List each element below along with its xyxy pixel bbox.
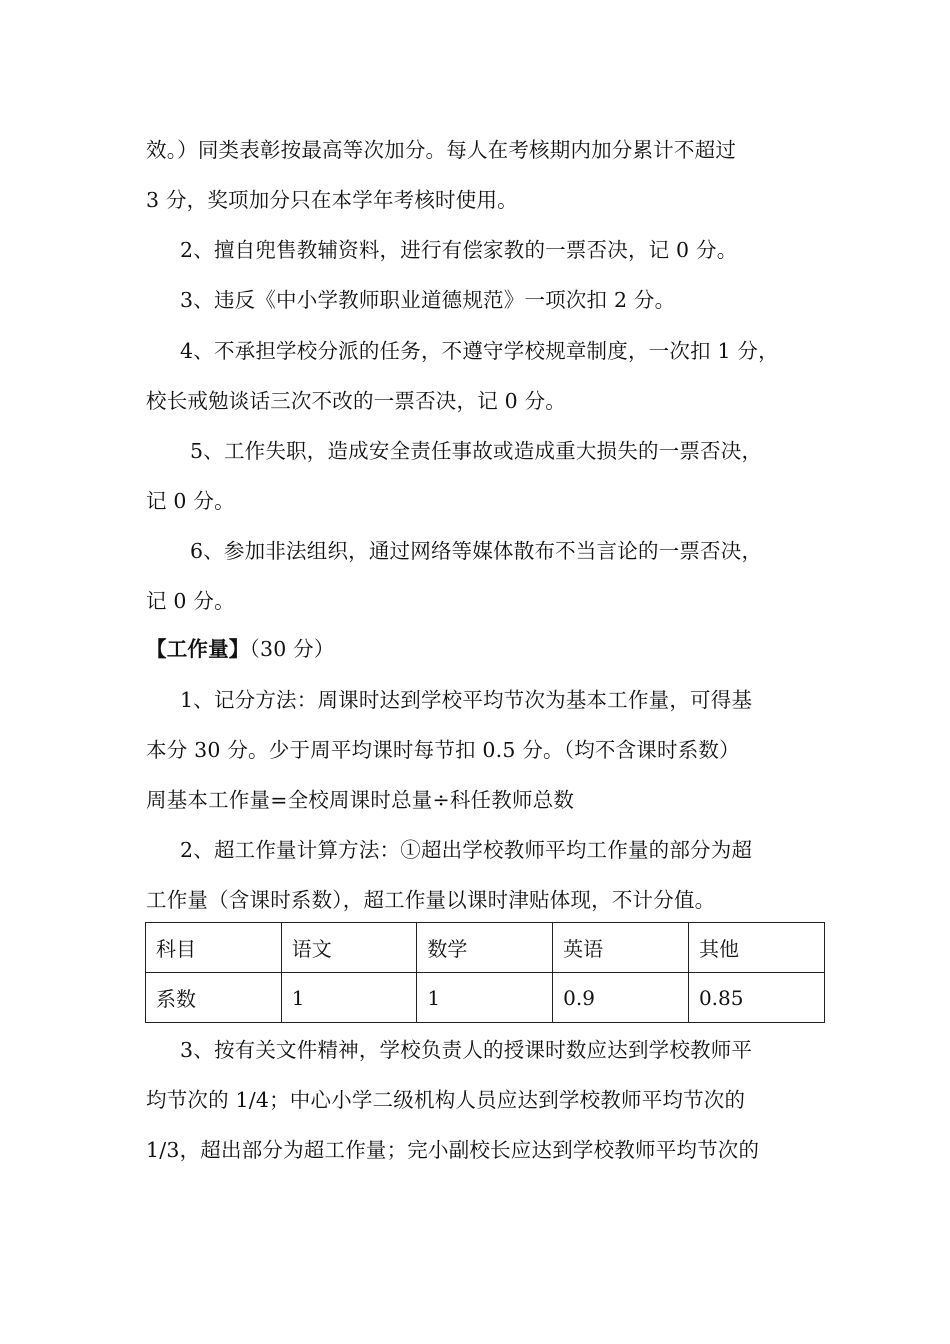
- paragraph-line: 2、擅自兜售教辅资料，进行有偿家教的一票否决，记 0 分。: [180, 238, 738, 262]
- coefficient-table: [145, 922, 825, 1023]
- paragraph-line: 记 0 分。: [146, 589, 235, 613]
- table-cell: 其他: [688, 923, 824, 973]
- section-heading: [146, 635, 335, 663]
- paragraph-line: 效。）同类表彰按最高等次加分。每人在考核期内加分累计不超过: [146, 138, 737, 162]
- table-cell: 0.9: [553, 973, 689, 1023]
- table-row: [146, 973, 825, 1023]
- workload-line: 1、记分方法：周课时达到学校平均节次为基本工作量，可得基: [180, 688, 753, 712]
- table-cell: 系数: [146, 973, 282, 1023]
- workload-line: 工作量（含课时系数），超工作量以课时津贴体现，不计分值。: [146, 888, 716, 912]
- workload-line: 周基本工作量=全校周课时总量÷科任教师总数: [146, 788, 575, 812]
- paragraph-line: 记 0 分。: [146, 489, 235, 513]
- table-cell: 英语: [553, 923, 689, 973]
- section-heading-title: 【工作量】: [146, 637, 250, 661]
- table-cell: 语文: [281, 923, 417, 973]
- table-cell: 0.85: [688, 973, 824, 1023]
- paragraph-line: 4、不承担学校分派的任务，不遵守学校规章制度，一次扣 1 分，: [180, 339, 779, 363]
- workload-line: 均节次的 1/4；中心小学二级机构人员应达到学校教师平均节次的: [146, 1088, 746, 1112]
- table-cell: 1: [281, 973, 417, 1023]
- section-heading-points: （30 分）: [249, 637, 335, 661]
- workload-line: 2、超工作量计算方法：①超出学校教师平均工作量的部分为超: [180, 838, 753, 862]
- table-cell: 数学: [417, 923, 553, 973]
- paragraph-line: 6、参加非法组织，通过网络等媒体散布不当言论的一票否决，: [190, 539, 763, 563]
- table-cell: 1: [417, 973, 553, 1023]
- paragraph-line: 5、工作失职，造成安全责任事故或造成重大损失的一票否决，: [190, 439, 763, 463]
- workload-line: 本分 30 分。少于周平均课时每节扣 0.5 分。（均不含课时系数）: [146, 738, 740, 762]
- table-row: [146, 923, 825, 973]
- workload-line: 3、按有关文件精神，学校负责人的授课时数应达到学校教师平: [180, 1038, 753, 1062]
- paragraph-line: 校长戒勉谈话三次不改的一票否决，记 0 分。: [146, 389, 566, 413]
- paragraph-line: 3、违反《中小学教师职业道德规范》一项次扣 2 分。: [180, 288, 676, 312]
- paragraph-line: 3 分，奖项加分只在本学年考核时使用。: [146, 188, 518, 212]
- table-cell: 科目: [146, 923, 282, 973]
- workload-line: 1/3，超出部分为超工作量；完小副校长应达到学校教师平均节次的: [146, 1138, 760, 1162]
